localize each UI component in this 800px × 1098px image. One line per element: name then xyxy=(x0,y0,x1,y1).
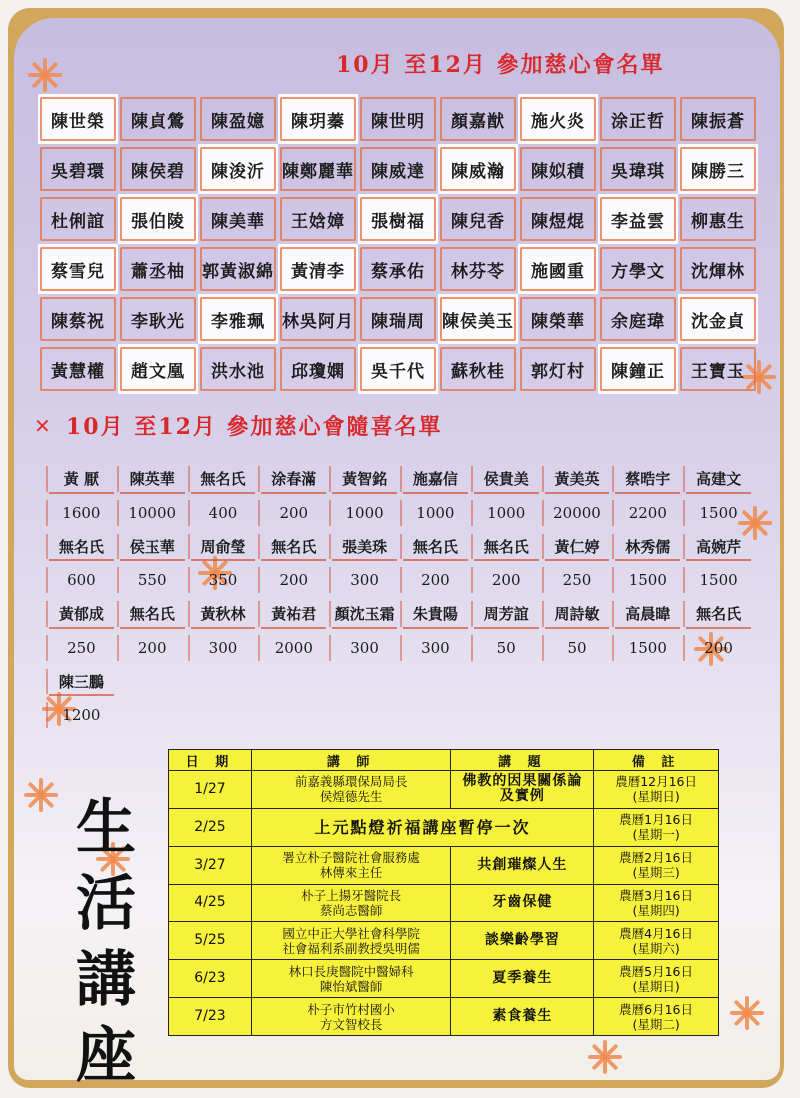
flower-decoration xyxy=(24,778,58,812)
donor-name: 無名氏 xyxy=(258,530,329,564)
text-line: 林傳來主任 xyxy=(319,865,383,881)
member-name: 施國重 xyxy=(518,244,598,294)
text-line: 署立朴子醫院社會服務處 xyxy=(282,850,420,866)
member-name: 陳貞鶯 xyxy=(118,94,198,144)
donation-amount: 1500 xyxy=(612,631,683,665)
donation-amount: 1500 xyxy=(683,563,754,597)
lecture-topic xyxy=(451,846,594,884)
donation-amount: 250 xyxy=(542,563,613,597)
donor-name: 陳三鵬 xyxy=(46,665,117,699)
donation-amount: 50 xyxy=(542,631,613,665)
text-line: 蔡尚志醫師 xyxy=(319,902,383,918)
lecture-note xyxy=(594,808,719,846)
member-name: 陳美華 xyxy=(198,194,278,244)
text-line: 林口長庚醫院中醫婦科 xyxy=(288,963,414,979)
member-name: 陳玥蓁 xyxy=(278,94,358,144)
member-name: 吳千代 xyxy=(358,344,438,394)
donor-name: 侯玉華 xyxy=(117,530,188,564)
donation-amount: 300 xyxy=(188,631,259,665)
donation-amount: 300 xyxy=(329,631,400,665)
donor-name: 高建文 xyxy=(683,462,754,496)
cross-mark-icon: ✕ xyxy=(34,414,51,438)
member-name: 吳瑋琪 xyxy=(598,144,678,194)
donor-name: 無名氏 xyxy=(46,530,117,564)
donation-amount: 1500 xyxy=(612,563,683,597)
table-row xyxy=(169,922,719,960)
lecture-date: 7/23 xyxy=(169,998,252,1036)
member-name: 涂正哲 xyxy=(598,94,678,144)
text-line: 社會福利系副教授吳明儒 xyxy=(282,940,420,956)
member-name: 沈金貞 xyxy=(678,294,758,344)
donation-amount: 600 xyxy=(46,563,117,597)
member-name: 柳惠生 xyxy=(678,194,758,244)
donation-amount: 200 xyxy=(258,563,329,597)
member-name: 陳威瀚 xyxy=(438,144,518,194)
donor-name: 周詩敏 xyxy=(542,597,613,631)
member-name: 施火炎 xyxy=(518,94,598,144)
text-line: 朴子上揚牙醫院長 xyxy=(301,887,402,903)
text-line: 牙齒保健 xyxy=(492,894,553,911)
donation-amount: 50 xyxy=(471,631,542,665)
donation-amount: 200 xyxy=(258,496,329,530)
donation-amount: 200 xyxy=(471,563,542,597)
donation-amount: 1500 xyxy=(683,496,754,530)
text-line: 夏季養生 xyxy=(492,970,553,987)
donor-name: 顏沈玉霜 xyxy=(329,597,400,631)
flower-decoration xyxy=(28,58,62,92)
text-line: 素食養生 xyxy=(492,1008,553,1025)
lecture-date: 1/27 xyxy=(169,771,252,809)
member-name: 蘇秋桂 xyxy=(438,344,518,394)
member-name: 陳世榮 xyxy=(38,94,118,144)
member-name: 陳瑞周 xyxy=(358,294,438,344)
lecture-topic xyxy=(451,922,594,960)
text-line: 農曆3月16日 xyxy=(619,887,694,903)
text-line: 陳怡斌醫師 xyxy=(319,978,383,994)
member-name: 陳勝三 xyxy=(678,144,758,194)
lecture-topic xyxy=(451,998,594,1036)
header-speaker: 講 師 xyxy=(251,750,451,771)
donor-name: 黃仁婷 xyxy=(542,530,613,564)
donation-amount: 550 xyxy=(117,563,188,597)
donor-name: 黃美英 xyxy=(542,462,613,496)
lecture-note xyxy=(594,846,719,884)
donor-name: 無名氏 xyxy=(117,597,188,631)
donor-name: 無名氏 xyxy=(188,462,259,496)
donor-name: 張美珠 xyxy=(329,530,400,564)
lecture-date: 6/23 xyxy=(169,960,252,998)
donor-name: 無名氏 xyxy=(471,530,542,564)
donor-name: 侯貴美 xyxy=(471,462,542,496)
donor-name: 施嘉信 xyxy=(400,462,471,496)
lecture-note xyxy=(594,922,719,960)
lecture-speaker xyxy=(251,884,451,922)
lecture-note xyxy=(594,998,719,1036)
donation-amount: 300 xyxy=(329,563,400,597)
members-title: 10月 至12月 參加慈心會名單 xyxy=(336,52,665,78)
lecture-speaker xyxy=(251,922,451,960)
table-row xyxy=(169,960,719,998)
donation-amount: 1000 xyxy=(400,496,471,530)
member-name: 陳侯碧 xyxy=(118,144,198,194)
text-line: 農曆12月16日 xyxy=(615,774,697,790)
member-name: 沈煇林 xyxy=(678,244,758,294)
member-name: 陳盈嬑 xyxy=(198,94,278,144)
lecture-note xyxy=(594,771,719,809)
donation-amount: 20000 xyxy=(542,496,613,530)
donation-amount: 10000 xyxy=(117,496,188,530)
text-line: (星期四) xyxy=(632,902,680,918)
member-name: 陳振蒼 xyxy=(678,94,758,144)
lectures-title: 生活講座 xyxy=(76,793,136,1091)
donor-name: 周俞瑩 xyxy=(188,530,259,564)
flower-decoration xyxy=(730,996,764,1030)
member-name: 吳碧環 xyxy=(38,144,118,194)
text-line: 農曆6月16日 xyxy=(619,1001,694,1017)
member-name: 黃清李 xyxy=(278,244,358,294)
donor-name: 黃智銘 xyxy=(329,462,400,496)
donations-grid xyxy=(46,462,754,732)
donation-amount: 200 xyxy=(400,563,471,597)
lecture-note xyxy=(594,960,719,998)
donation-amount: 300 xyxy=(400,631,471,665)
text-line: 侯煌德先生 xyxy=(319,789,383,805)
donation-amount: 2000 xyxy=(258,631,329,665)
member-name: 余庭瑋 xyxy=(598,294,678,344)
lecture-date: 2/25 xyxy=(169,808,252,846)
member-name: 李益雲 xyxy=(598,194,678,244)
donation-amount: 2200 xyxy=(612,496,683,530)
lectures-header-row xyxy=(169,750,719,771)
donation-amount: 200 xyxy=(117,631,188,665)
lecture-speaker xyxy=(251,998,451,1036)
text-line: (星期日) xyxy=(632,978,680,994)
text-line: 農曆1月16日 xyxy=(619,812,694,828)
donor-name: 黃 厭 xyxy=(46,462,117,496)
table-row xyxy=(169,808,719,846)
donor-name: 周芳誼 xyxy=(471,597,542,631)
member-name: 郭黃淑綿 xyxy=(198,244,278,294)
lecture-speaker xyxy=(251,846,451,884)
member-name: 陳浚沂 xyxy=(198,144,278,194)
member-name: 趙文凰 xyxy=(118,344,198,394)
text-line: 前嘉義縣環保局局長 xyxy=(294,774,408,790)
member-name: 李雅珮 xyxy=(198,294,278,344)
members-grid xyxy=(38,94,758,394)
lectures-table xyxy=(168,749,719,1036)
member-name: 陳煜焜 xyxy=(518,194,598,244)
table-row xyxy=(169,998,719,1036)
text-line: 國立中正大學社會科學院 xyxy=(282,925,420,941)
member-name: 陳姒積 xyxy=(518,144,598,194)
donor-name: 林秀儒 xyxy=(612,530,683,564)
member-name: 蔡承佑 xyxy=(358,244,438,294)
member-name: 陳威達 xyxy=(358,144,438,194)
member-name: 王娢嫜 xyxy=(278,194,358,244)
member-name: 陳蔡祝 xyxy=(38,294,118,344)
member-name: 陳世明 xyxy=(358,94,438,144)
donor-name: 高晨暐 xyxy=(612,597,683,631)
member-name: 黃慧權 xyxy=(38,344,118,394)
member-name: 陳榮華 xyxy=(518,294,598,344)
donation-amount: 1200 xyxy=(46,698,117,732)
text-line: (星期六) xyxy=(632,940,680,956)
header-date: 日 期 xyxy=(169,750,252,771)
lecture-topic xyxy=(451,884,594,922)
donation-amount: 1000 xyxy=(471,496,542,530)
member-name: 林芬苓 xyxy=(438,244,518,294)
member-name: 郭灯村 xyxy=(518,344,598,394)
donor-name: 無名氏 xyxy=(400,530,471,564)
flower-decoration xyxy=(588,1040,622,1074)
lecture-speaker xyxy=(251,771,451,809)
member-name: 蕭丞柚 xyxy=(118,244,198,294)
lecture-date: 5/25 xyxy=(169,922,252,960)
text-line: 農曆5月16日 xyxy=(619,963,694,979)
donor-name: 無名氏 xyxy=(683,597,754,631)
table-row xyxy=(169,884,719,922)
text-line: 方文智校長 xyxy=(319,1016,383,1032)
member-name: 顏嘉猷 xyxy=(438,94,518,144)
donor-name: 黃秋林 xyxy=(188,597,259,631)
text-line: 及實例 xyxy=(499,788,545,805)
donation-amount: 1000 xyxy=(329,496,400,530)
lecture-date: 3/27 xyxy=(169,846,252,884)
member-name: 張伯陵 xyxy=(118,194,198,244)
lecture-topic xyxy=(451,960,594,998)
donor-name: 黃郁成 xyxy=(46,597,117,631)
text-line: (星期二) xyxy=(632,1016,680,1032)
donor-name: 涂春滿 xyxy=(258,462,329,496)
member-name: 陳兒香 xyxy=(438,194,518,244)
donation-amount: 400 xyxy=(188,496,259,530)
table-row xyxy=(169,771,719,809)
member-name: 王寶玉 xyxy=(678,344,758,394)
member-name: 蔡雪兒 xyxy=(38,244,118,294)
donation-amount: 1600 xyxy=(46,496,117,530)
member-name: 陳鄭麗華 xyxy=(278,144,358,194)
text-line: 佛教的因果關係論 xyxy=(462,773,583,790)
header-note: 備 註 xyxy=(594,750,719,771)
member-name: 林吳阿月 xyxy=(278,294,358,344)
text-line: (星期三) xyxy=(632,865,680,881)
member-name: 陳鐘正 xyxy=(598,344,678,394)
member-name: 張樹福 xyxy=(358,194,438,244)
text-line: 共創璀燦人生 xyxy=(477,856,568,873)
text-line: 談樂齡學習 xyxy=(484,932,560,949)
lecture-topic xyxy=(451,771,594,809)
donation-amount: 350 xyxy=(188,563,259,597)
lecture-notice: 上元點燈祈福講座暫停一次 xyxy=(251,808,593,846)
member-name: 方學文 xyxy=(598,244,678,294)
lecture-date: 4/25 xyxy=(169,884,252,922)
header-topic: 講 題 xyxy=(451,750,594,771)
donation-amount: 250 xyxy=(46,631,117,665)
donor-name: 朱貴陽 xyxy=(400,597,471,631)
text-line: (星期日) xyxy=(632,789,680,805)
lecture-speaker xyxy=(251,960,451,998)
member-name: 杜俐誼 xyxy=(38,194,118,244)
text-line: 農曆2月16日 xyxy=(619,850,694,866)
text-line: 朴子市竹村國小 xyxy=(307,1001,395,1017)
donations-title: 10月 至12月 參加慈心會隨喜名單 xyxy=(66,414,443,440)
table-row xyxy=(169,846,719,884)
member-name: 李耿光 xyxy=(118,294,198,344)
donor-name: 陳英華 xyxy=(117,462,188,496)
donor-name: 黃祐君 xyxy=(258,597,329,631)
member-name: 洪水池 xyxy=(198,344,278,394)
member-name: 陳侯美玉 xyxy=(438,294,518,344)
donor-name: 蔡晧宇 xyxy=(612,462,683,496)
text-line: (星期一) xyxy=(632,827,680,843)
lecture-note xyxy=(594,884,719,922)
donor-name: 高婉芹 xyxy=(683,530,754,564)
text-line: 農曆4月16日 xyxy=(619,925,694,941)
donation-amount: 200 xyxy=(683,631,754,665)
member-name: 邱瓊嫻 xyxy=(278,344,358,394)
